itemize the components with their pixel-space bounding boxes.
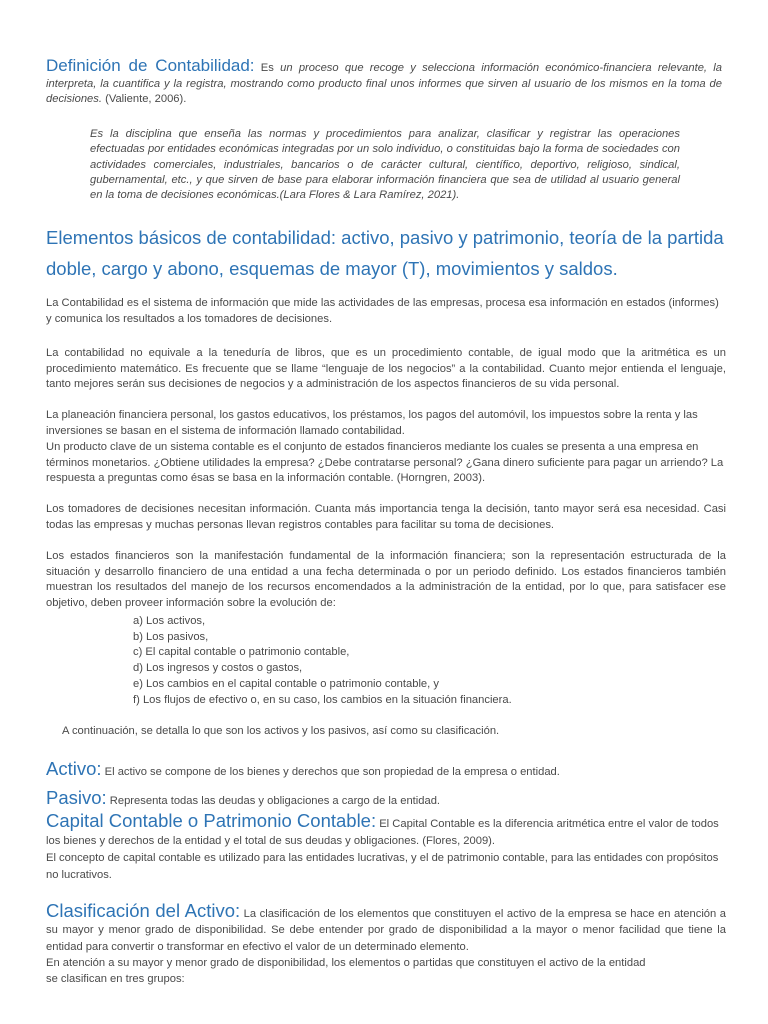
activo-paragraph xyxy=(46,758,726,783)
definicion-text: un proceso que recoge y selecciona información económico-financiera relevante, la interpreta, la cuantifica y la registra, mostrando como producto final unos informes que sirven al usuario de los mismos en la toma de decisiones. xyxy=(46,62,722,106)
pasivo-heading: Pasivo: xyxy=(46,787,107,808)
capital-text-2: El concepto de capital contable es utilizado para las entidades lucrativas, y el de patrimonio contable, para las entidades con propósitos no lucrativos. xyxy=(46,852,719,881)
paragraph-7: A continuación, se detalla lo que son los activos y los pasivos, así como su clasificación. xyxy=(62,725,500,737)
paragraph-4: Un producto clave de un sistema contable es el conjunto de estados financieros mediante los cuales se presenta a una empresa en términos monetarios. ¿Obtiene utilidades la empresa? ¿Debe contratarse personal? ¿Gana dinero suficiente para pagar un arriendo? La respuesta a preguntas como ésas se basa en la información contable. (Horngren, 2003). xyxy=(46,441,724,485)
list-item: c) El capital contable o patrimonio contable, xyxy=(133,646,350,659)
definicion-paragraph xyxy=(46,58,722,108)
capital-heading: Capital Contable o Patrimonio Contable: xyxy=(46,810,377,831)
definition-quote: Es la disciplina que enseña las normas y procedimientos para analizar, clasificar y registrar las operaciones efectuadas por entidades económicas integradas por un solo individuo, o constituidas bajo la forma de sociedades con actividades comerciales, industriales, bancarios o de carácter cultural, científico, deportivo, religioso, sindical, gubernamental, etc., y que sirven de base para elaborar información financiera que sea de utilidad al usuario general en la toma de decisiones económicas.(Lara Flores & Lara Ramírez, 2021). xyxy=(90,128,680,202)
activo-text: El activo se compone de los bienes y derechos que son propiedad de la empresa o entidad. xyxy=(101,766,560,778)
activo-heading: Activo: xyxy=(46,758,102,779)
paragraph-5: Los tomadores de decisiones necesitan información. Cuanta más importancia tenga la decisión, tanto mayor será esa necesidad. Casi todas las empresas y muchas personas llevan registros contables para facilitar su toma de decisiones. xyxy=(46,503,726,531)
definicion-heading: Definición de Contabilidad: xyxy=(46,56,255,75)
paragraph-1: La Contabilidad es el sistema de información que mide las actividades de las empresas, procesa esa información en estados (informes) y comunica los resultados a los tomadores de decisiones. xyxy=(46,297,719,325)
capital-paragraph xyxy=(46,812,726,884)
evolution-list xyxy=(133,614,713,708)
paragraph-3: La planeación financiera personal, los gastos educativos, los préstamos, los pagos del automóvil, los impuestos sobre la renta y las inversiones se basan en el sistema de información llamado contabilidad. xyxy=(46,409,698,437)
list-item: e) Los cambios en el capital contable o patrimonio contable, y xyxy=(133,677,439,690)
pasivo-paragraph xyxy=(46,787,726,812)
capital-text: El Capital Contable es la diferencia aritmética entre el valor de todos los bienes y derechos de la entidad y el total de sus deudas y obligaciones. (Flores, 2009). xyxy=(46,818,719,847)
clasificacion-paragraph xyxy=(46,900,726,987)
elementos-heading: Elementos básicos de contabilidad: activo, pasivo y patrimonio, teoría de la partida doble, cargo y abono, esquemas de mayor (T), movimientos y saldos. xyxy=(46,227,724,279)
definicion-cite: (Valiente, 2006). xyxy=(101,93,187,106)
clasificacion-text-3: se clasifican en tres grupos: xyxy=(46,973,185,986)
paragraph-2: La contabilidad no equivale a la teneduría de libros, que es un procedimiento contable, de igual modo que la aritmética es un procedimiento matemático. Es frecuente que se llame “lenguaje de los negocios” a la contabilidad. Cuanto mejor entienda el lenguaje, tanto mejores serán sus decisiones de negocios y a administración de los aspectos financieros de su vida personal. xyxy=(46,347,726,391)
clasificacion-text-2: En atención a su mayor y menor grado de disponibilidad, los elementos o partidas que constituyen el activo de la entidad xyxy=(46,956,646,969)
list-item: d) Los ingresos y costos o gastos, xyxy=(133,662,303,675)
list-item: f) Los flujos de efectivo o, en su caso, los cambios en la situación financiera. xyxy=(133,693,512,706)
paragraph-6: Los estados financieros son la manifestación fundamental de la información financiera; son la representación estructurada de la situación y desarrollo financiero de una entidad a una fecha determinada o por un periodo definido. Los estados financieros también muestran los resultados del manejo de los recursos encomendados a la administración de la entidad, por lo que, para satisfacer ese objetivo, deben proveer información sobre la evolución de: xyxy=(46,550,726,609)
clasificacion-heading: Clasificación del Activo: xyxy=(46,900,241,921)
pasivo-text: Representa todas las deudas y obligaciones a cargo de la entidad. xyxy=(106,795,441,807)
clasificacion-text: La clasificación de los elementos que constituyen el activo de la empresa se hace en atención a su mayor y menor grado de disponibilidad. Se debe entender por grado de disponibilidad a la mayor o menor facilidad que tiene la entidad para convertir o transformar en efectivo el valor de un determinado elemento. xyxy=(46,908,726,953)
definicion-lead: Es xyxy=(254,62,274,74)
list-item: a) Los activos, xyxy=(133,615,206,627)
list-item: b) Los pasivos, xyxy=(133,630,209,643)
